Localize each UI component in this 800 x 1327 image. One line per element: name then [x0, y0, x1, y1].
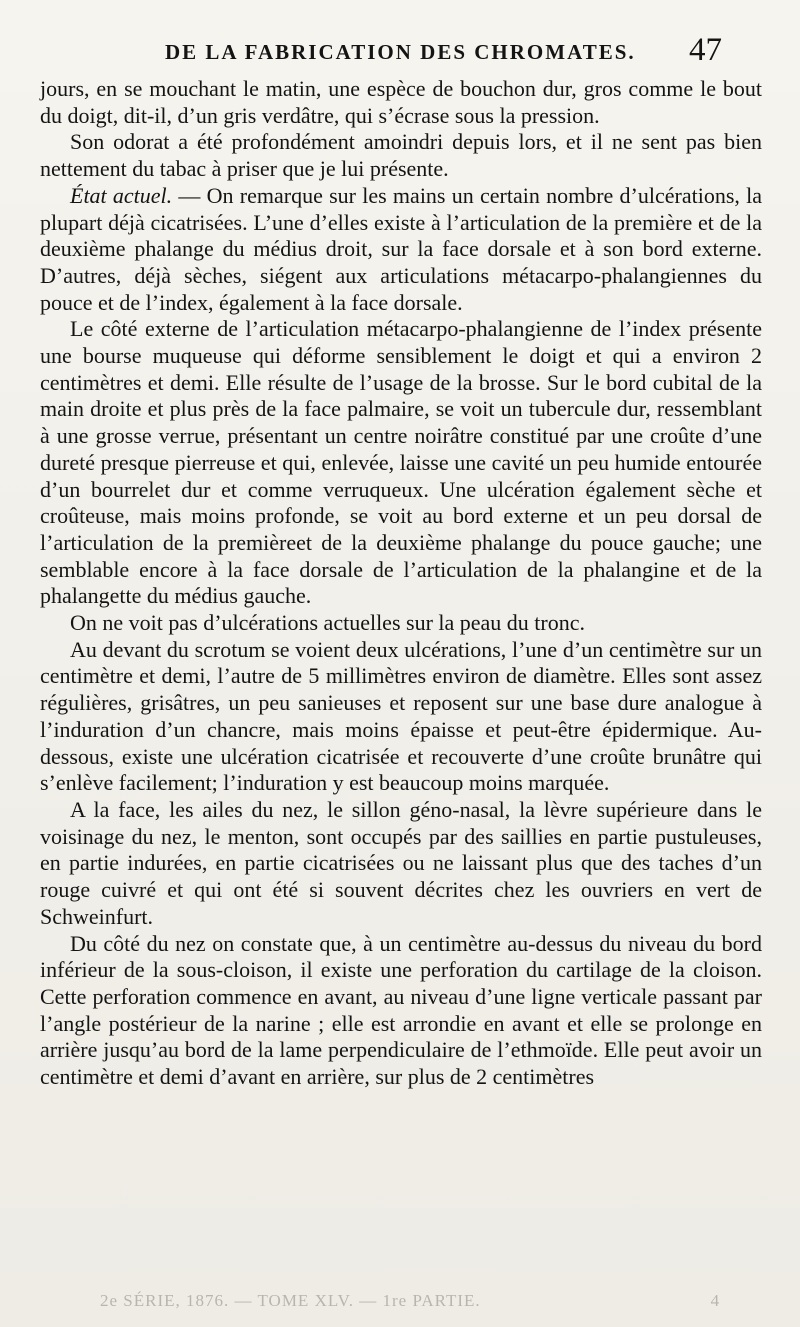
paragraph — [40, 183, 762, 317]
paragraph — [40, 76, 762, 129]
paragraph — [40, 129, 762, 182]
paragraph-text: A la face, les ailes du nez, le sillon géno-nasal, la lèvre supérieure dans le voisinage du nez, le menton, sont occupés par des saillies en partie pustuleuses, en partie indurées, en partie cicatrisées ou ne laissant plus que des taches d’un rouge cuivré et qui ont été si souvent décrites chez les ouvriers en vert de Schweinfurt. — [40, 796, 762, 929]
page-header — [40, 30, 730, 70]
paragraph — [40, 316, 762, 610]
section-heading: État actuel. — [70, 182, 173, 208]
printer-signature — [100, 1291, 720, 1311]
paragraph-text: — On remarque sur les mains un certain nombre d’ulcérations, la plupart déjà cicatrisées. L’une d’elles existe à l’articulation de la première et de la deuxième phalange du médius droit, sur la face dorsale et à son bord externe. D’autres, déjà sèches, siégent aux articulations métacarpo-phalangiennes du pouce et de l’index, également à la face dorsale. — [40, 182, 763, 315]
paragraph-text: Son odorat a été profondément amoindri depuis lors, et il ne sent pas bien nettement du tabac à priser que je lui présente. — [40, 129, 762, 182]
paragraph-text: On ne voit pas d’ulcérations actuelles sur la peau du tronc. — [70, 610, 586, 636]
signature-line: 2e SÉRIE, 1876. — TOME XLV. — 1re PARTIE. — [100, 1291, 481, 1310]
signature-number: 4 — [710, 1291, 721, 1310]
running-head: DE LA FABRICATION DES CHROMATES. — [165, 40, 636, 64]
page-number: 47 — [689, 32, 722, 68]
paragraph — [40, 637, 762, 797]
paragraph — [40, 931, 762, 1091]
paragraph-text: Le côté externe de l’articulation métacarpo-phalangienne de l’index présente une bourse muqueuse qui déforme sensiblement le doigt et qui a environ 2 centimètres et demi. Elle résulte de l’usage de la brosse. Sur le bord cubital de la main droite et plus près de la face palmaire, se voit un tubercule dur, ressemblant à une grosse verrue, présentant un centre noirâtre constitué par une croûte d’une dureté presque pierreuse et qui, enlevée, laisse une cavité un peu humide entourée d’un bourrelet dur et comme verruqueux. Une ulcération également sèche et croûteuse, mais moins profonde, se voit au bord externe et un peu dorsal de l’articulation de la premièreet de la deuxième phalange du pouce gauche; une semblable encore à la face dorsale de l’articulation de la phalangine et de la phalangette du médius gauche. — [40, 316, 762, 609]
paragraph-text: Du côté du nez on constate que, à un centimètre au-dessus du niveau du bord inférieur de la sous-cloison, il existe une perforation du cartilage de la cloison. Cette perforation commence en avant, au niveau d’une ligne verticale passant par l’angle postérieur de la narine ; elle est arrondie en avant et elle se prolonge en arrière jusqu’au bord de la lame perpendiculaire de l’ethmoïde. Elle peut avoir un centimètre et demi d’avant en arrière, sur plus de 2 centimètres — [40, 930, 762, 1090]
body-text — [40, 76, 762, 1091]
paragraph-text: jours, en se mouchant le matin, une espèce de bouchon dur, gros comme le bout du doigt, dit-il, d’un gris verdâtre, qui s’écrase sous la pression. — [40, 76, 762, 128]
paragraph — [40, 797, 762, 931]
paragraph — [40, 610, 762, 637]
paragraph-text: Au devant du scrotum se voient deux ulcérations, l’une d’un centimètre sur un centimètre et demi, l’autre de 5 millimètres environ de diamètre. Elles sont assez régulières, grisâtres, un peu sanieuses et reposent sur une base dure analogue à l’induration d’un chancre, mais moins épaisse et peut-être épidermique. Au-dessous, existe une ulcération cicatrisée et recouverte d’une croûte brunâtre qui s’enlève facilement; l’induration y est beaucoup moins marquée. — [40, 636, 762, 796]
